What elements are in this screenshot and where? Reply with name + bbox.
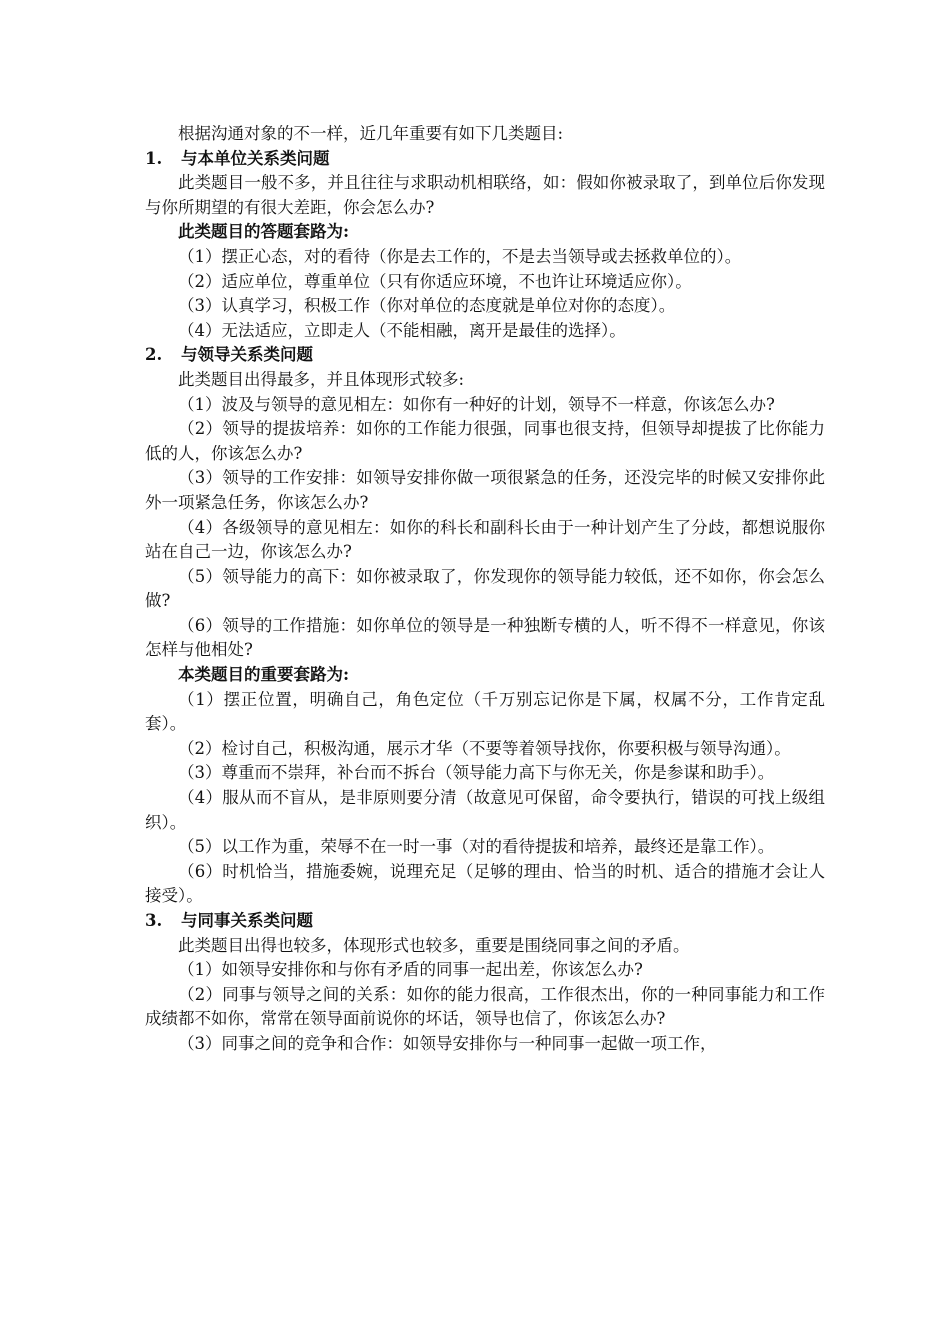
section-3-title: 与同事关系类问题 [181, 911, 313, 930]
section-2-title: 与领导关系类问题 [181, 345, 313, 365]
section-2-question: （5）领导能力的高下：如你被录取了，你发现你的领导能力较低，还不如你，你会怎么做? [145, 566, 825, 611]
section-2-item: （4）服从而不盲从，是非原则要分清（故意见可保留，命令要执行，错误的可找上级组织）。 [145, 788, 825, 832]
section-1-heading [145, 147, 825, 172]
section-3-number: 3. [145, 911, 163, 930]
section-3-item: （1）如领导安排你和与你有矛盾的同事一起出差，你该怎么办? [178, 960, 643, 980]
intro-paragraph: 根据沟通对象的不一样，近几年重要有如下几类题目: [178, 124, 564, 143]
section-2-question: （3）领导的工作安排：如领导安排你做一项很紧急的任务，还没完毕的时候又安排你此外一项紧急任务，你该怎么办? [145, 468, 825, 512]
section-1-item: （2）适应单位，尊重单位（只有你适应环境，不也许让环境适应你）。 [178, 271, 692, 291]
section-2-question: （4）各级领导的意见相左：如你的科长和副科长由于一种计划产生了分歧，都想说服你站在自己一边，你该怎么办? [145, 517, 825, 562]
section-3-item: （2）同事与领导之间的关系：如你的能力很高，工作很杰出，你的一种同事能力和工作成绩都不如你，常常在领导面前说你的坏话，领导也信了，你该怎么办? [145, 984, 825, 1029]
section-1-item: （1）摆正心态，对的看待（你是去工作的，不是去当领导或去拯救单位的）。 [178, 246, 742, 266]
section-2-question: （2）领导的提拔培养：如你的工作能力很强，同事也很支持，但领导却提拔了比你能力低的人，你该怎么办? [145, 419, 825, 463]
section-1-title: 与本单位关系类问题 [181, 148, 330, 168]
section-2-heading [145, 343, 825, 368]
section-2-paragraph: 此类题目出得最多，并且体现形式较多: [178, 369, 465, 389]
section-1-item: （4）无法适应，立即走人（不能相融，离开是最佳的选择）。 [178, 320, 626, 340]
section-2-item: （2）检讨自己，积极沟通，展示才华（不要等着领导找你，你要积极与领导沟通）。 [178, 738, 791, 758]
section-2-item: （3）尊重而不崇拜，补台而不拆台（领导能力高下与你无关，你是参谋和助手）。 [178, 763, 775, 783]
section-2-question: （1）波及与领导的意见相左：如你有一种好的计划，领导不一样意，你该怎么办? [178, 394, 775, 414]
section-1-item: （3）认真学习，积极工作（你对单位的态度就是单位对你的态度）。 [178, 296, 676, 316]
section-3-item: （3）同事之间的竞争和合作：如领导安排你与一种同事一起做一项工作， [178, 1033, 717, 1053]
section-2-number: 2. [145, 345, 163, 365]
section-2-item: （6）时机恰当，措施委婉，说理充足（足够的理由、恰当的时机、适合的措施才会让人接受）。 [145, 861, 825, 906]
section-1-subheading: 此类题目的答题套路为: [178, 222, 350, 242]
section-1-number: 1. [145, 148, 163, 168]
section-2-question: （6）领导的工作措施：如你单位的领导是一种独断专横的人，听不得不一样意见，你该怎样与他相处? [145, 615, 825, 660]
section-2-item: （1）摆正位置，明确自己，角色定位（千万别忘记你是下属，权属不分，工作肯定乱套）。 [145, 689, 825, 734]
section-2-item: （5）以工作为重，荣辱不在一时一事（对的看待提拔和培养，最终还是靠工作）。 [178, 837, 775, 857]
section-1-paragraph: 此类题目一般不多，并且往往与求职动机相联络，如：假如你被录取了，到单位后你发现与你所期望的有很大差距，你会怎么办? [145, 173, 825, 217]
section-3-heading [145, 909, 825, 934]
section-2-subheading: 本类题目的重要套路为: [178, 665, 350, 685]
document-body [145, 122, 825, 1057]
section-3-paragraph: 此类题目出得也较多，体现形式也较多，重要是围绕同事之间的矛盾。 [178, 935, 690, 955]
